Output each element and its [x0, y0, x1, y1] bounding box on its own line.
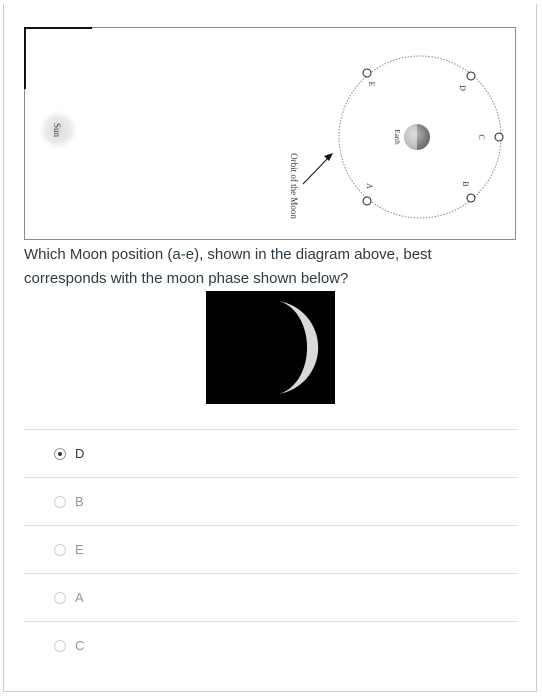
answer-label: E: [75, 542, 84, 557]
answer-list: [24, 429, 518, 669]
position-label-b: B: [461, 181, 470, 187]
moon-position-d: [467, 72, 475, 80]
answer-option-e[interactable]: [24, 525, 518, 573]
position-label-c: C: [477, 134, 486, 140]
radio-button[interactable]: [54, 544, 66, 556]
answer-label: D: [75, 446, 85, 461]
moon-position-e: [363, 69, 371, 77]
answer-option-c[interactable]: [24, 621, 518, 669]
answer-label: C: [75, 638, 85, 653]
answer-option-a[interactable]: [24, 573, 518, 621]
position-label-a: A: [365, 183, 374, 189]
answer-label: B: [75, 494, 84, 509]
moon-orbit-diagram: [24, 27, 516, 240]
radio-dot: [58, 452, 62, 456]
question-text: Which Moon position (a-e), shown in the diagram above, best corresponds with the moon phase shown below?: [24, 246, 432, 287]
radio-button[interactable]: [54, 592, 66, 604]
moon-phase-image: [206, 291, 335, 404]
frame-corner-mark: [24, 27, 26, 89]
position-label-e: E: [367, 81, 376, 87]
sun-label: Sun: [52, 122, 62, 138]
moon-position-a: [363, 197, 371, 205]
orbit-label: Orbit of the Moon: [289, 153, 299, 219]
moon-position-b: [467, 194, 475, 202]
radio-button[interactable]: [54, 496, 66, 508]
frame-corner-mark-top: [24, 27, 92, 29]
moon-position-c: [495, 133, 503, 141]
radio-button-selected[interactable]: [54, 448, 66, 460]
answer-label: A: [75, 590, 84, 605]
answer-option-b[interactable]: [24, 477, 518, 525]
earth-label: Earth: [393, 129, 401, 145]
position-label-d: D: [458, 85, 467, 91]
answer-option-d[interactable]: [24, 429, 518, 477]
radio-button[interactable]: [54, 640, 66, 652]
